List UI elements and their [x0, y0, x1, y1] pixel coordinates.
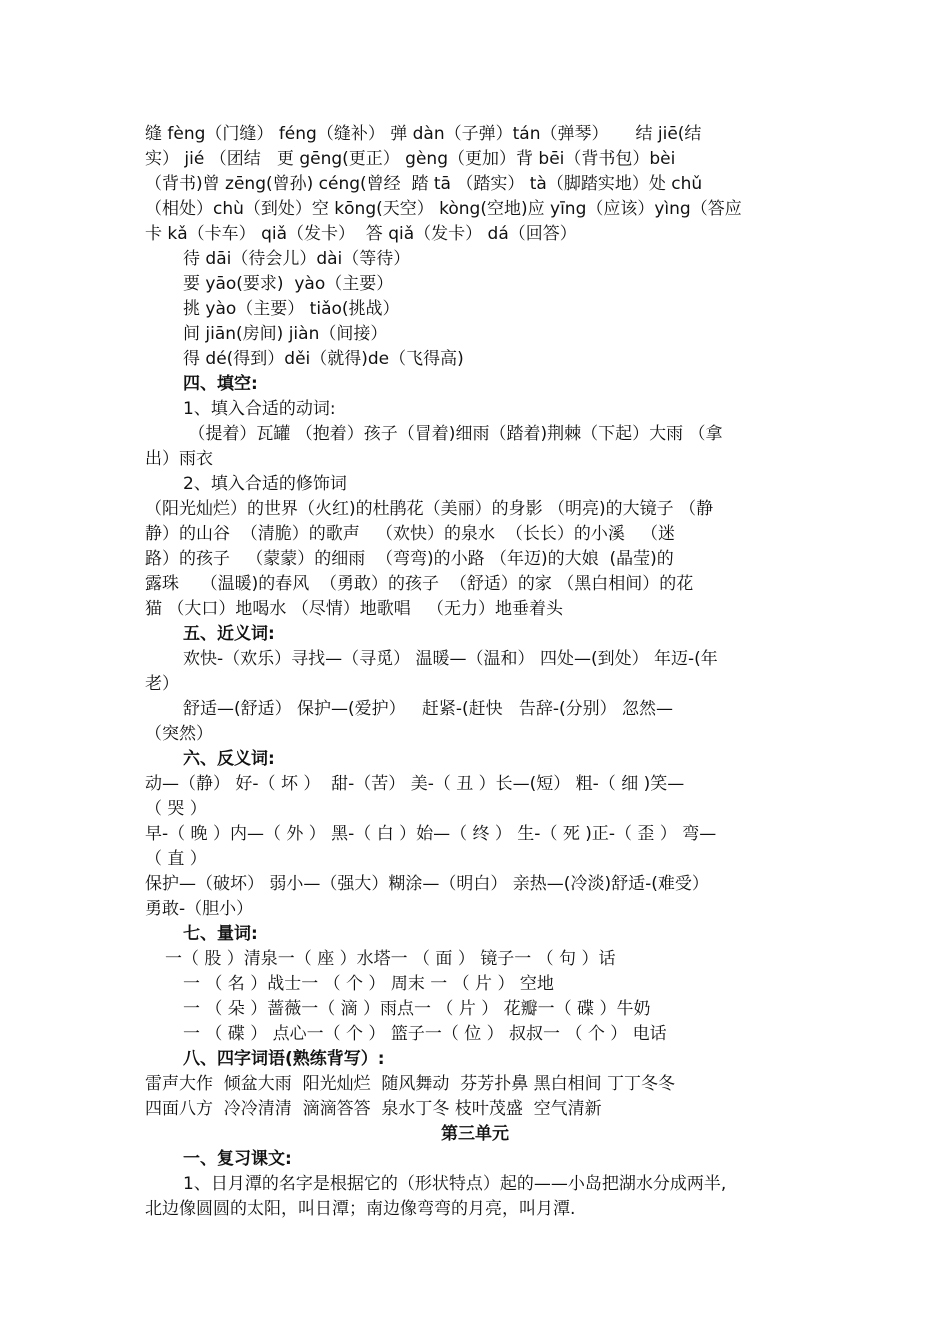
text-line: （背书)曾 zēng(曾孙) céng(曾经 踏 tā （踏实） tà（脚踏实地）处 chǔ [145, 174, 703, 194]
text-line: 得 dé(得到）děi（就得)de（飞得高) [183, 349, 464, 369]
text-line: 缝 fèng（门缝） féng（缝补） 弹 dàn（子弹）tán（弹琴） 结 jiē(结 [145, 124, 702, 144]
text-line: 早-（ 晚 ）内—（ 外 ） 黑-（ 白 ）始—（ 终 ） 生-（ 死 )正-（ 歪 ） 弯— [145, 824, 717, 844]
text-line: 间 jiān(房间) jiàn（间接） [183, 324, 388, 344]
text-line: （ 直 ） [145, 849, 207, 869]
section-heading: 六、反义词: [183, 749, 275, 769]
section-heading: 八、四字词语(熟练背写）: [183, 1049, 385, 1069]
text-line: 四面八方 冷冷清清 滴滴答答 泉水丁冬 枝叶茂盛 空气清新 [145, 1099, 602, 1119]
text-line: 老） [145, 674, 179, 694]
text-line: （提着）瓦罐 （抱着）孩子（冒着)细雨（踏着)荆棘（下起）大雨 （拿 [183, 424, 723, 444]
text-line: 一 （ 朵 ）蔷薇一（ 滴 ）雨点一 （ 片 ） 花瓣一（ 碟 ）牛奶 [183, 999, 651, 1019]
text-line: 一（ 股 ）清泉一（ 座 ）水塔一 （ 面 ） 镜子一 （ 句 ）话 [165, 949, 616, 969]
text-line: 1、日月潭的名字是根据它的（形状特点）起的——小岛把湖水分成两半, [183, 1174, 727, 1194]
text-line: 露珠 （温暖)的春风 （勇敢）的孩子 （舒适）的家 （黑白相间）的花 [145, 574, 694, 594]
text-line: 出）雨衣 [145, 449, 213, 469]
text-line: （相处）chù（到处）空 kōng(天空） kòng(空地)应 yīng（应该）yìng（答应 [145, 199, 742, 219]
document-page [145, 122, 805, 1222]
text-line: （ 哭 ） [145, 799, 207, 819]
text-line: 动—（静） 好-（ 坏 ） 甜-（苦） 美-（ 丑 ）长—(短） 粗-（ 细 )笑— [145, 774, 685, 794]
text-line: 雷声大作 倾盆大雨 阳光灿烂 随风舞动 芬芳扑鼻 黑白相间 丁丁冬冬 [145, 1074, 676, 1094]
text-line: 欢快-（欢乐）寻找—（寻觅） 温暖—（温和） 四处—(到处） 年迈-(年 [183, 649, 718, 669]
section-heading: 一、复习课文: [183, 1149, 292, 1169]
text-line: （突然） [145, 724, 213, 744]
text-line: 舒适—(舒适） 保护—(爱护） 赶紧-(赶快 告辞-(分别） 忽然— [183, 699, 674, 719]
text-line: 静）的山谷 （清脆）的歌声 （欢快）的泉水 （长长）的小溪 （迷 [145, 524, 676, 544]
text-line: 卡 kǎ（卡车） qiǎ（发卡） 答 qiǎ（发卡） dá（回答） [145, 224, 577, 244]
text-line: 实） jié （团结 更 gēng(更正） gèng（更加）背 bēi（背书包）bèi [145, 149, 676, 169]
text-line: 1、填入合适的动词: [183, 399, 336, 419]
text-line: 待 dāi（待会儿）dài（等待） [183, 249, 411, 269]
text-line: （阳光灿烂）的世界（火红)的杜鹃花（美丽）的身影 （明亮)的大镜子 （静 [145, 499, 714, 519]
text-line: 挑 yào（主要） tiǎo(挑战） [183, 299, 400, 319]
text-line: 北边像圆圆的太阳，叫日潭；南边像弯弯的月亮，叫月潭. [145, 1199, 576, 1219]
section-heading: 七、量词: [183, 924, 258, 944]
unit-title: 第三单元 [441, 1124, 509, 1144]
text-line: 勇敢-（胆小） [145, 899, 254, 919]
text-line: 路）的孩子 （蒙蒙）的细雨 （弯弯)的小路 （年迈)的大娘 (晶莹)的 [145, 549, 674, 569]
section-heading: 五、近义词: [183, 624, 275, 644]
text-line: 一 （ 碟 ） 点心一（ 个 ） 篮子一（ 位 ） 叔叔一 （ 个 ） 电话 [183, 1024, 667, 1044]
text-line: 猫 （大口）地喝水 （尽情）地歌唱 （无力）地垂着头 [145, 599, 564, 619]
text-line: 要 yāo(要求) yào（主要） [183, 274, 394, 294]
text-line: 一 （ 名 ）战士一 （ 个 ） 周末 一 （ 片 ） 空地 [183, 974, 554, 994]
text-line: 2、填入合适的修饰词 [183, 474, 347, 494]
text-line: 保护—（破坏） 弱小—（强大）糊涂—（明白） 亲热—(冷淡)舒适-(难受） [145, 874, 709, 894]
section-heading: 四、填空: [183, 374, 258, 394]
